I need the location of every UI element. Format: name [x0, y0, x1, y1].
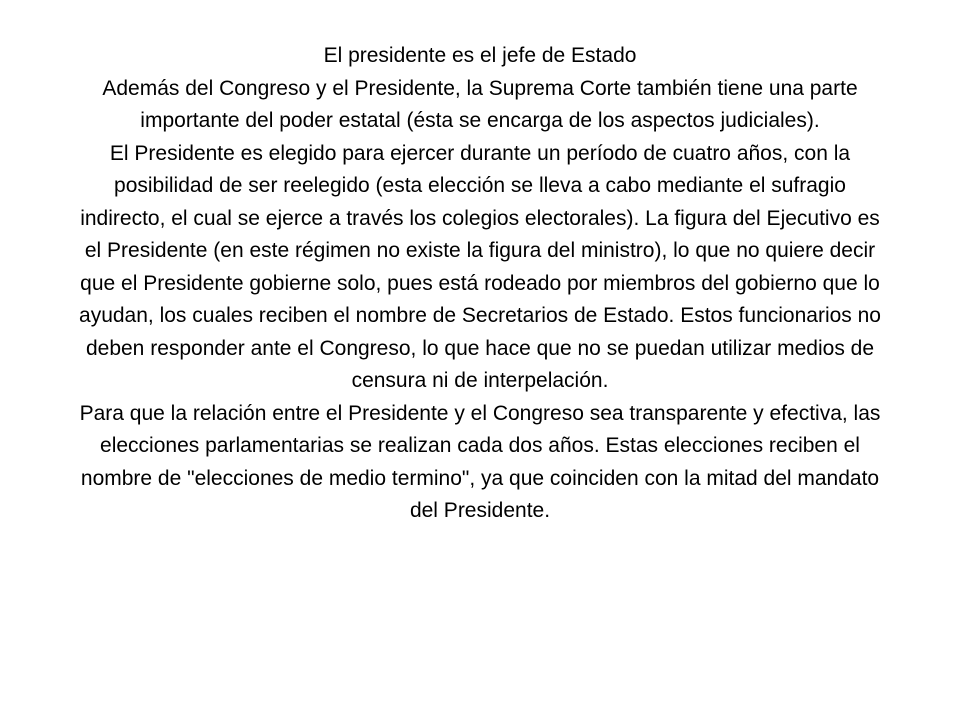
slide-text-block: [72, 40, 888, 528]
paragraph-midterm-elections: Para que la relación entre el Presidente y el Congreso sea transparente y efectiva, las elecciones parlamentarias se realizan cada dos años. Estas elecciones reciben el nombre de "elecciones de medio termino", ya que coinciden con la mitad del mandato del Presidente.: [79, 401, 881, 522]
paragraph-heading: El presidente es el jefe de Estado: [323, 44, 637, 67]
paragraph-president-election: El Presidente es elegido para ejercer durante un período de cuatro años, con la posibilidad de ser reelegido (esta elección se lleva a cabo mediante el sufragio indirecto, el cual se ejerce a través los colegios electorales). La figura del Ejecutivo es el Presidente (en este régimen no existe la figura del ministro), lo que no quiere decir que el Presidente gobierne solo, pues está rodeado por miembros del gobierno que lo ayudan, los cuales reciben el nombre de Secretarios de Estado. Estos funcionarios no deben responder ante el Congreso, lo que hace que no se puedan utilizar medios de censura ni de interpelación.: [79, 141, 881, 392]
paragraph-supreme-court: Además del Congreso y el Presidente, la Suprema Corte también tiene una parte importante del poder estatal (ésta se encarga de los aspectos judiciales).: [102, 76, 858, 132]
